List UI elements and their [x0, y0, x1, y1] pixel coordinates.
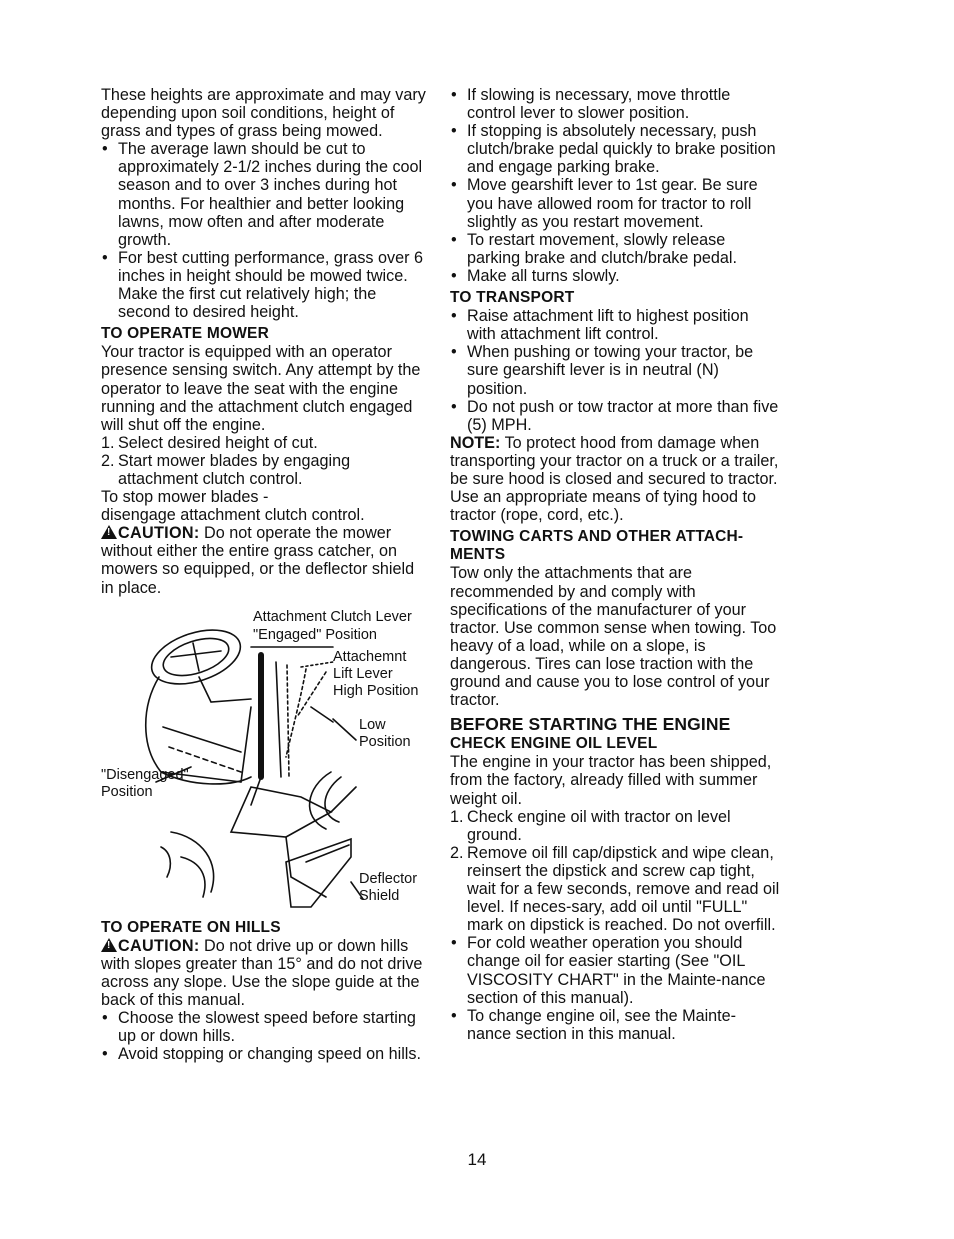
list-item: • For cold weather operation you should change oil for easier starting (See "OIL VISCOSITY CHART" in the Mainte-nance section of this manual). — [450, 934, 780, 1006]
figure-label-shield: Shield — [359, 887, 400, 904]
list-item — [450, 844, 780, 934]
step-text: Start mower blades by engaging attachment clutch control. — [118, 451, 351, 488]
list-item: • Choose the slowest speed before starting up or down hills. — [101, 1009, 431, 1045]
list-item: • Raise attachment lift to highest position with attachment lift control. — [450, 307, 780, 343]
figure-label-engaged-position: "Engaged" Position — [253, 626, 377, 643]
operate-mower-paragraph: Your tractor is equipped with an operator presence sensing switch. Any attempt by the operator to leave the seat with the engine running and the attachment clutch engaged will shut off the engine. — [101, 343, 421, 434]
list-item: • If stopping is absolutely necessary, push clutch/brake pedal quickly to brake position and engage parking brake. — [450, 122, 780, 176]
figure-label-lift-lever-2: Lift Lever — [333, 665, 393, 682]
operate-mower-steps — [101, 434, 431, 488]
oil-steps — [450, 808, 780, 935]
hill-continued-bullet-list — [450, 86, 780, 285]
list-item: • Do not push or tow tractor at more than five (5) MPH. — [450, 398, 780, 434]
intro-bullet-list — [101, 140, 431, 321]
towing-heading-line-1: TOWING CARTS AND OTHER ATTACH- — [450, 528, 744, 546]
towing-paragraph: Tow only the attachments that are recommended by and comply with specifications of the manufacturer of your tractor. Use common sense when towing. Too heavy of a load, while on a slope, is dangerous. Tires can lose traction with the ground and cause you to lose control of your tractor. — [450, 564, 777, 710]
transport-note — [450, 434, 780, 524]
note-label: NOTE: — [450, 433, 501, 452]
list-item: • For best cutting performance, grass over 6 inches in height should be mowed twice. Make the first cut relatively high; the second to desired height. — [101, 249, 431, 321]
warning-triangle-icon — [101, 525, 117, 539]
figure-label-disengaged-position: Position — [101, 783, 153, 800]
list-item: • Make all turns slowly. — [450, 267, 780, 285]
list-item: • Move gearshift lever to 1st gear. Be sure you have allowed room for tractor to roll slightly as you restart movement. — [450, 176, 780, 230]
section-heading-operate-mower: TO OPERATE MOWER — [101, 325, 269, 343]
list-item — [101, 434, 431, 452]
caution-label: CAUTION: — [118, 936, 200, 955]
oil-paragraph: The engine in your tractor has been shipped, from the factory, already filled with summer weight oil. — [450, 753, 772, 808]
step-text: Remove oil fill cap/dipstick and wipe clean, reinsert the dipstick and screw cap tight, wait for a few seconds, remove and read oil level. If neces-sary, add oil until "FULL" mark on dipstick is reached. Do not overfill. — [467, 843, 780, 935]
warning-triangle-icon — [101, 938, 117, 952]
stop-blades-line: To stop mower blades - — [101, 488, 269, 507]
step-number: 2. — [450, 843, 464, 862]
section-heading-towing — [450, 528, 780, 564]
list-item: • To restart movement, slowly release parking brake and clutch/brake pedal. — [450, 231, 780, 267]
caution-paragraph — [101, 524, 431, 596]
list-item — [101, 452, 431, 488]
section-heading-transport: TO TRANSPORT — [450, 289, 575, 307]
left-column — [101, 86, 431, 1063]
caution-text: Do not drive up or down hills with slopes greater than 15° and do not drive across any slope. Use the slope guide at the back of this manual. — [101, 936, 423, 1009]
step-number: 1. — [450, 807, 464, 826]
page-number: 14 — [467, 1150, 487, 1169]
transport-bullet-list — [450, 307, 780, 434]
disengage-line: disengage attachment clutch control. — [101, 506, 365, 525]
hills-caution-paragraph — [101, 937, 431, 1009]
list-item: • When pushing or towing your tractor, be sure gearshift lever is in neutral (N) position. — [450, 343, 780, 397]
list-item: • Avoid stopping or changing speed on hills. — [101, 1045, 431, 1063]
section-heading-before-starting: BEFORE STARTING THE ENGINE — [450, 714, 731, 735]
caution-label: CAUTION: — [118, 524, 200, 543]
note-text: To protect hood from damage when transporting your tractor on a truck or a trailer, be sure hood is closed and secured to tractor. Use an appropriate means of tying hood to tractor (rope, cord, etc.). — [450, 433, 779, 525]
towing-heading-line-2: MENTS — [450, 546, 506, 564]
caution-text: Do not operate the mower without either the entire grass catcher, on mowers so equipped, or the deflector shield in place. — [101, 524, 415, 597]
list-item — [450, 808, 780, 844]
step-text: Select desired height of cut. — [118, 433, 318, 452]
subheading-check-oil: CHECK ENGINE OIL LEVEL — [450, 735, 658, 753]
hills-bullet-list — [101, 1009, 431, 1063]
figure-label-lift-lever: Attachemnt — [333, 648, 407, 665]
figure-label-disengaged: "Disengaged" — [101, 766, 189, 783]
step-number: 1. — [101, 433, 115, 452]
mower-lever-illustration — [101, 607, 431, 915]
oil-bullet-list — [450, 934, 780, 1043]
list-item: • If slowing is necessary, move throttle control lever to slower position. — [450, 86, 780, 122]
list-item: • The average lawn should be cut to approximately 2-1/2 inches during the cool season and to over 3 inches during hot months. For healthier and better looking lawns, mow often and after moderate growth. — [101, 140, 431, 249]
section-heading-operate-on-hills: TO OPERATE ON HILLS — [101, 918, 281, 936]
step-number: 2. — [101, 451, 115, 470]
figure-label-low-position: Position — [359, 733, 411, 750]
figure-label-high-position: High Position — [333, 682, 419, 699]
figure-label-clutch-lever: Attachment Clutch Lever — [253, 608, 412, 625]
intro-paragraph: These heights are approximate and may vary depending upon soil conditions, height of grass and types of grass being mowed. — [101, 86, 426, 141]
step-text: Check engine oil with tractor on level ground. — [467, 807, 731, 844]
figure-label-low: Low — [359, 716, 386, 733]
right-column — [450, 86, 780, 1043]
figure-label-deflector: Deflector — [359, 870, 418, 887]
list-item: • To change engine oil, see the Mainte-nance section in this manual. — [450, 1007, 780, 1043]
